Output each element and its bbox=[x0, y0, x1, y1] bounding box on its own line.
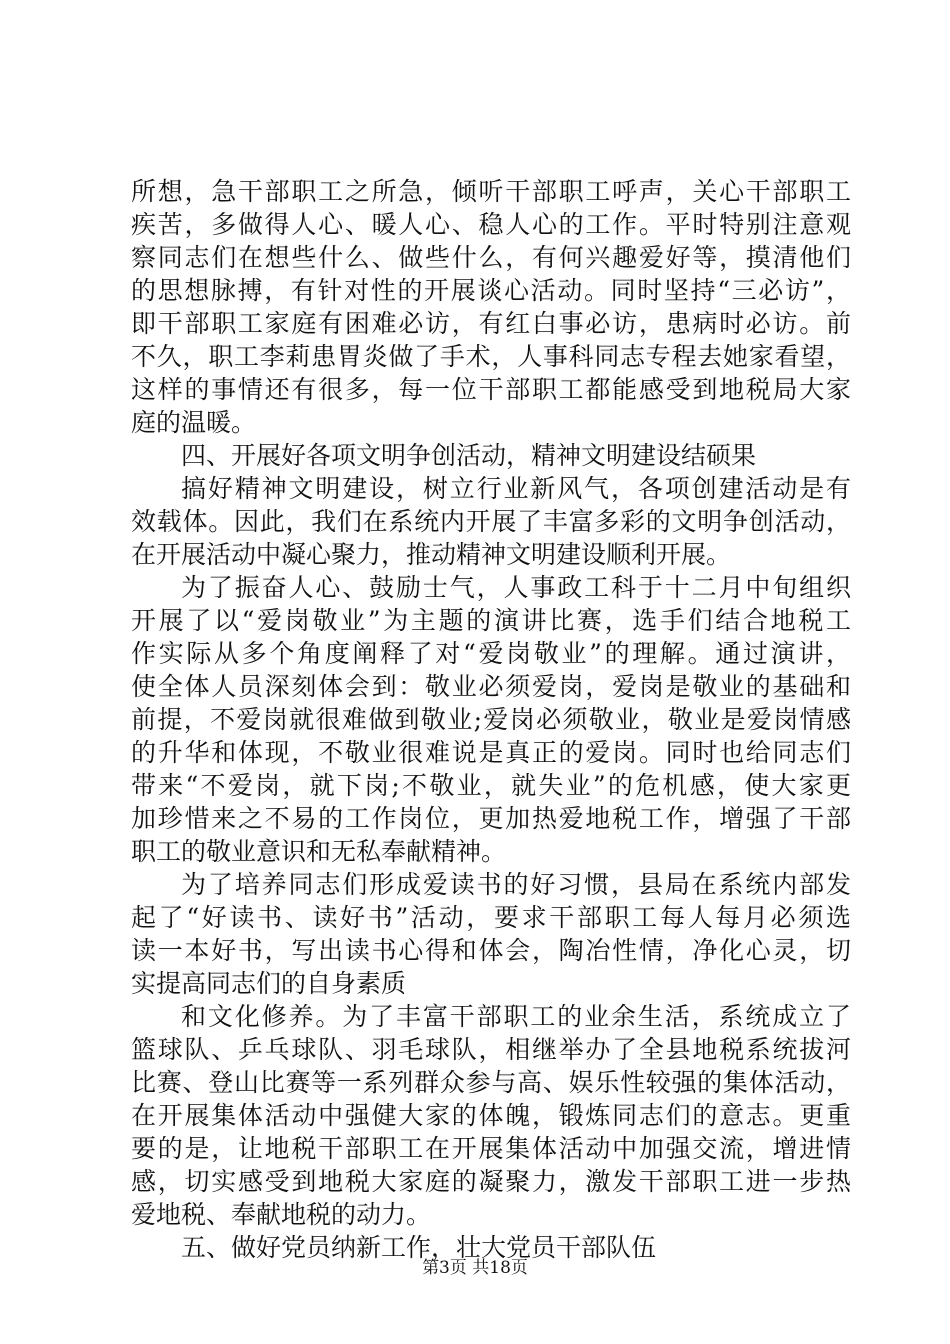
text-line: 即干部职工家庭有困难必访，有红白事必访，患病时必访。前 bbox=[131, 309, 851, 338]
text-line: 比赛、登山比赛等一系列群众参与高、娱乐性较强的集体活动， bbox=[131, 1068, 851, 1097]
text-line: 这样的事情还有很多，每一位干部职工都能感受到地税局大家 bbox=[131, 375, 851, 404]
text-line: 开展了以“爱岗敬业”为主题的演讲比赛，选手们结合地税工 bbox=[131, 606, 851, 635]
text-line: 篮球队、乒乓球队、羽毛球队，相继举办了全县地税系统拔河 bbox=[131, 1035, 851, 1064]
text-line: 作实际从多个角度阐释了对“爱岗敬业”的理解。通过演讲， bbox=[131, 639, 851, 668]
text-line: 爱地税、奉献地税的动力。 bbox=[131, 1200, 432, 1229]
text-line: 前提，不爱岗就很难做到敬业;爱岗必须敬业，敬业是爱岗情感 bbox=[131, 705, 851, 734]
text-line: 加珍惜来之不易的工作岗位，更加热爱地税工作，增强了干部 bbox=[131, 804, 851, 833]
text-line: 疾苦，多做得人心、暖人心、稳人心的工作。平时特别注意观 bbox=[131, 210, 851, 239]
text-line: 在开展集体活动中强健大家的体魄，锻炼同志们的意志。更重 bbox=[131, 1101, 851, 1130]
text-line: 职工的敬业意识和无私奉献精神。 bbox=[131, 837, 507, 866]
text-line: 效载体。因此，我们在系统内开展了丰富多彩的文明争创活动， bbox=[131, 507, 851, 536]
paragraph-first-line: 五、做好党员纳新工作，壮大党员干部队伍 bbox=[181, 1233, 657, 1262]
text-line: 感，切实感受到地税大家庭的凝聚力，激发干部职工进一步热 bbox=[131, 1167, 851, 1196]
text-line: 在开展活动中凝心聚力，推动精神文明建设顺利开展。 bbox=[131, 540, 732, 569]
paragraph-first-line: 为了振奋人心、鼓励士气，人事政工科于十二月中旬组织 bbox=[181, 573, 851, 602]
paragraph-first-line: 和文化修养。为了丰富干部职工的业余生活，系统成立了 bbox=[181, 1002, 851, 1031]
text-line: 要的是，让地税干部职工在开展集体活动中加强交流，增进情 bbox=[131, 1134, 851, 1163]
text-line: 察同志们在想些什么、做些什么，有何兴趣爱好等，摸清他们 bbox=[131, 243, 851, 272]
text-line: 实提高同志们的自身素质 bbox=[131, 969, 407, 998]
text-line: 庭的温暖。 bbox=[131, 408, 257, 437]
text-line: 的思想脉搏，有针对性的开展谈心活动。同时坚持“三必访”， bbox=[131, 276, 851, 305]
paragraph-first-line: 搞好精神文明建设，树立行业新风气，各项创建活动是有 bbox=[181, 474, 851, 503]
text-line: 读一本好书，写出读书心得和体会，陶冶性情，净化心灵，切 bbox=[131, 936, 851, 965]
text-line: 带来“不爱岗，就下岗;不敬业，就失业”的危机感，使大家更 bbox=[131, 771, 851, 800]
text-line: 起了“好读书、读好书”活动，要求干部职工每人每月必须选 bbox=[131, 903, 851, 932]
paragraph-first-line: 为了培养同志们形成爱读书的好习惯，县局在系统内部发 bbox=[181, 870, 851, 899]
paragraph-first-line: 四、开展好各项文明争创活动，精神文明建设结硕果 bbox=[181, 441, 757, 470]
page-footer: 第3页 共18页 bbox=[422, 1258, 528, 1278]
text-line: 所想，急干部职工之所急，倾听干部职工呼声，关心干部职工 bbox=[131, 177, 851, 206]
document-body bbox=[131, 175, 851, 1264]
text-line: 不久，职工李莉患胃炎做了手术，人事科同志专程去她家看望， bbox=[131, 342, 851, 371]
text-line: 的升华和体现，不敬业很难说是真正的爱岗。同时也给同志们 bbox=[131, 738, 851, 767]
text-line: 使全体人员深刻体会到：敬业必须爱岗，爱岗是敬业的基础和 bbox=[131, 672, 851, 701]
